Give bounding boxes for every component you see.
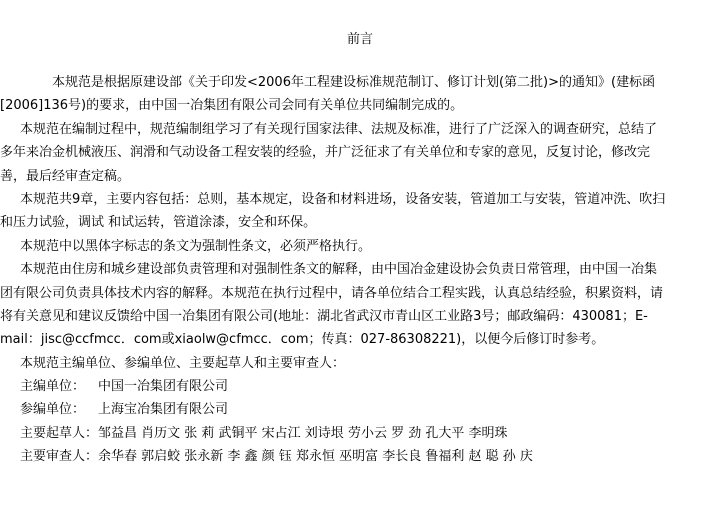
entry-label: 主要审查人： <box>20 449 99 465</box>
paragraph-line: 团有限公司负责具体技术内容的解释。本规范在执行过程中，请各单位结合工程实践，认真总结经验，积累资料，请 <box>0 285 664 301</box>
chief-unit-entry <box>0 375 716 398</box>
entry-value: 邹益昌 肖历文 张 莉 武铜平 宋占江 刘诗垠 劳小云 罗 劲 孔大平 李明珠 <box>98 425 508 441</box>
entry-value: 上海宝冶集团有限公司 <box>98 402 229 418</box>
entry-value: 余华春 郭启蛟 张永新 李 鑫 颜 钰 郑永恒 巫明富 李长良 鲁福利 赵 聪 孙 庆 <box>98 449 533 465</box>
paragraph-line: 多年来冶金机械液压、润滑和气动设备工程安装的经验，并广泛征求了有关单位和专家的意见，反复讨论，修改完 <box>0 145 651 161</box>
entry-label: 参编单位： <box>20 402 86 418</box>
paragraph-line: 本规范共9章，主要内容包括：总则，基本规定，设备和材料进场，设备安装，管道加工与安装，管道冲洗、吹扫 <box>20 191 666 207</box>
paragraph-line: 本规范在编制过程中，规范编制组学习了有关现行国家法律、法规及标准，进行了广泛深入的调查研究，总结了 <box>20 121 658 137</box>
paragraph-line: 本规范由住房和城乡建设部负责管理和对强制性条文的解释，由中国冶金建设协会负责日常管理，由中国一冶集 <box>20 262 658 278</box>
reviewers-entry <box>0 445 716 468</box>
paragraph-line: [2006]136号)的要求，由中国一冶集团有限公司会同有关单位共同编制完成的。 <box>0 98 464 114</box>
paragraph-line: mail：jisc@ccfmcc．com或xiaolw@cfmcc．com；传真：027-86308221)，以便今后修订时参考。 <box>0 332 605 348</box>
entry-value: 中国一冶集团有限公司 <box>98 379 229 395</box>
paragraph-line: 本规范中以黑体字标志的条文为强制性条文，必须严格执行。 <box>20 238 372 254</box>
paragraph-line: 本规范主编单位、参编单位、主要起草人和主要审查人： <box>20 355 346 371</box>
preface-body <box>0 71 716 469</box>
entry-label: 主要起草人： <box>20 425 99 441</box>
paragraph-line: 本规范是根据原建设部《关于印发<2006年工程建设标准规范制订、修订计划(第二批)>的通知》(建标函 <box>52 75 656 90</box>
participating-unit-entry <box>0 398 716 421</box>
page-title: 前言 <box>346 32 373 47</box>
entry-label: 主编单位： <box>20 379 86 395</box>
paragraph-line: 和压力试验，调试 和试运转，管道涂漆，安全和环保。 <box>0 215 317 231</box>
paragraph-line: 将有关意见和建议反馈给中国一冶集团有限公司(地址：湖北省武汉市青山区工业路3号；邮政编码：430081；E- <box>0 308 648 324</box>
paragraph-line: 善，最后经审查定稿。 <box>0 168 131 184</box>
drafters-entry <box>0 422 716 445</box>
